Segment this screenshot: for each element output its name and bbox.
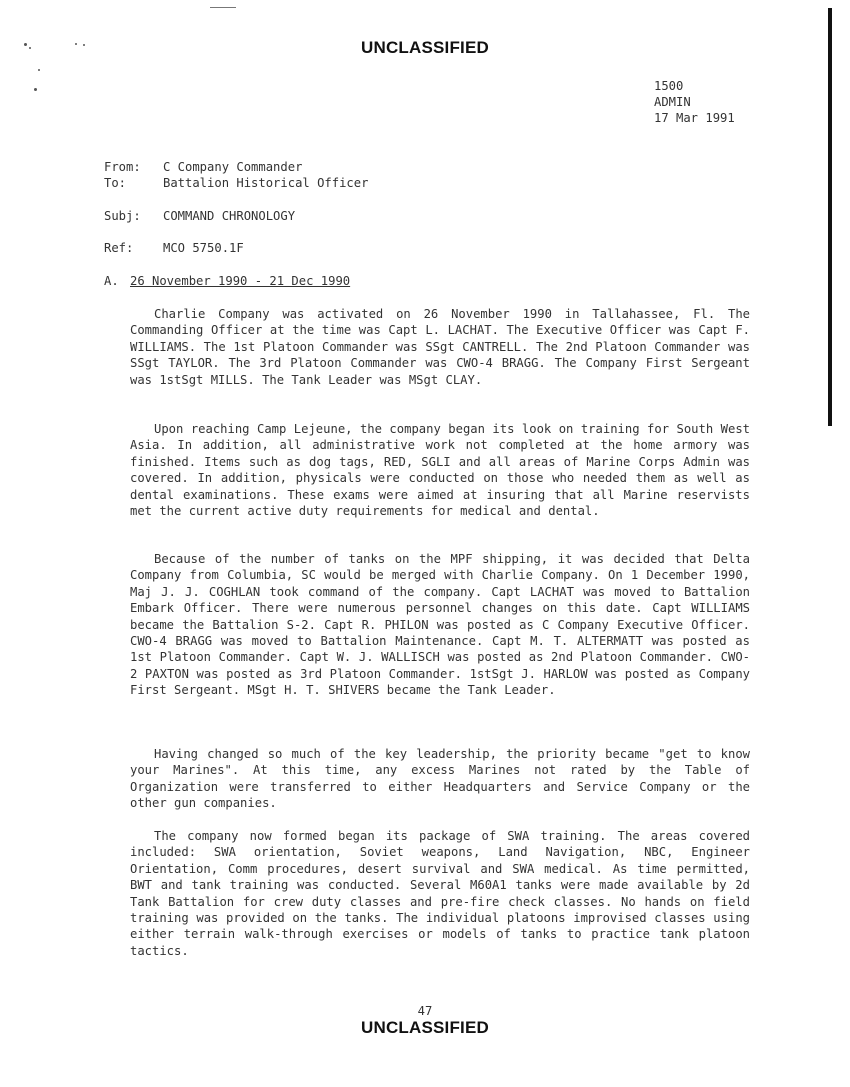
- paragraph-activation: Charlie Company was activated on 26 November 1990 in Tallahassee, Fl. The Commanding Officer at the time was Capt L. LACHAT. The Executive Officer was Capt F. WILLIAMS. The 1st Platoon Commander was SSgt CANTRELL. The 2nd Platoon Commander was SSgt TAYLOR. The 3rd Platoon Commander was CWO-4 BRAGG. The Company First Sergeant was 1stSgt MILLS. The Tank Leader was MSgt CLAY.: [130, 307, 750, 387]
- header-code-serial: 1500: [654, 79, 684, 93]
- margin-change-bar: [828, 8, 832, 426]
- paragraph-leadership: Having changed so much of the key leadership, the priority became "get to know your Marines". At this time, any excess Marines not rated by the Table of Organization were transferred to either Headquarters and Service Company or the other gun companies.: [130, 747, 750, 811]
- paragraph-merger: Because of the number of tanks on the MPF shipping, it was decided that Delta Company from Columbia, SC would be merged with Charlie Company. On 1 December 1990, Maj J. J. COGHLAN took command of the company. Capt LACHAT was moved to Battalion Embark Officer. There were numerous personnel changes on this date. Capt WILLIAMS became the Battalion S-2. Capt R. PHILON was posted as C Company Executive Officer. CWO-4 BRAGG was moved to Battalion Maintenance. Capt M. T. ALTERMATT was posted as 1st Platoon Commander. Capt W. J. WALLISCH was posted as 2nd Platoon Commander. CWO-2 PAXTON was posted as 3rd Platoon Commander. 1stSgt J. HARLOW was posted as Company First Sergeant. MSgt H. T. SHIVERS became the Tank Leader.: [130, 552, 750, 698]
- paragraph-camp-lejeune: Upon reaching Camp Lejeune, the company began its look on training for South West Asia. In addition, all administrative work not completed at the home armory was finished. Items such as dog tags, RED, SGLI and all areas of Marine Corps Admin was covered. In addition, physicals were conducted on those who needed them as well as dental examinations. These exams were aimed at insuring that all Marine reservists met the current active duty requirements for medical and dental.: [130, 422, 750, 519]
- page-number: 47: [417, 1004, 433, 1018]
- subj-label: Subj:: [104, 209, 141, 223]
- classification-top: UNCLASSIFIED: [360, 38, 490, 57]
- section-letter: A.: [104, 274, 119, 288]
- scan-speck: [34, 88, 37, 91]
- paragraph-swa-training: The company now formed began its package of SWA training. The areas covered included: SWA orientation, Soviet weapons, Land Navigation, NBC, Engineer Orientation, Comm procedures, desert survival and SWA medical. As time permitted, BWT and tank training was conducted. Several M60A1 tanks were made available by 2d Tank Battalion for crew duty classes and pre-fire check classes. No hands on field training was provided on the tanks. The individual platoons improvised classes using either terrain walk-through exercises or models of tanks to practice tank platoon tactics.: [130, 829, 750, 958]
- subj-value: COMMAND CHRONOLOGY: [163, 209, 296, 223]
- from-label: From:: [104, 160, 141, 174]
- header-date: 17 Mar 1991: [654, 111, 735, 125]
- header-code-admin: ADMIN: [654, 95, 691, 109]
- to-label: To:: [104, 176, 127, 190]
- from-value: C Company Commander: [163, 160, 303, 174]
- classification-bottom: UNCLASSIFIED: [360, 1018, 490, 1037]
- to-value: Battalion Historical Officer: [163, 176, 369, 190]
- ref-value: MCO 5750.1F: [163, 241, 244, 255]
- scan-mark: [210, 7, 236, 8]
- scan-speck: [38, 69, 40, 71]
- ref-label: Ref:: [104, 241, 134, 255]
- section-title: 26 November 1990 - 21 Dec 1990: [130, 274, 351, 288]
